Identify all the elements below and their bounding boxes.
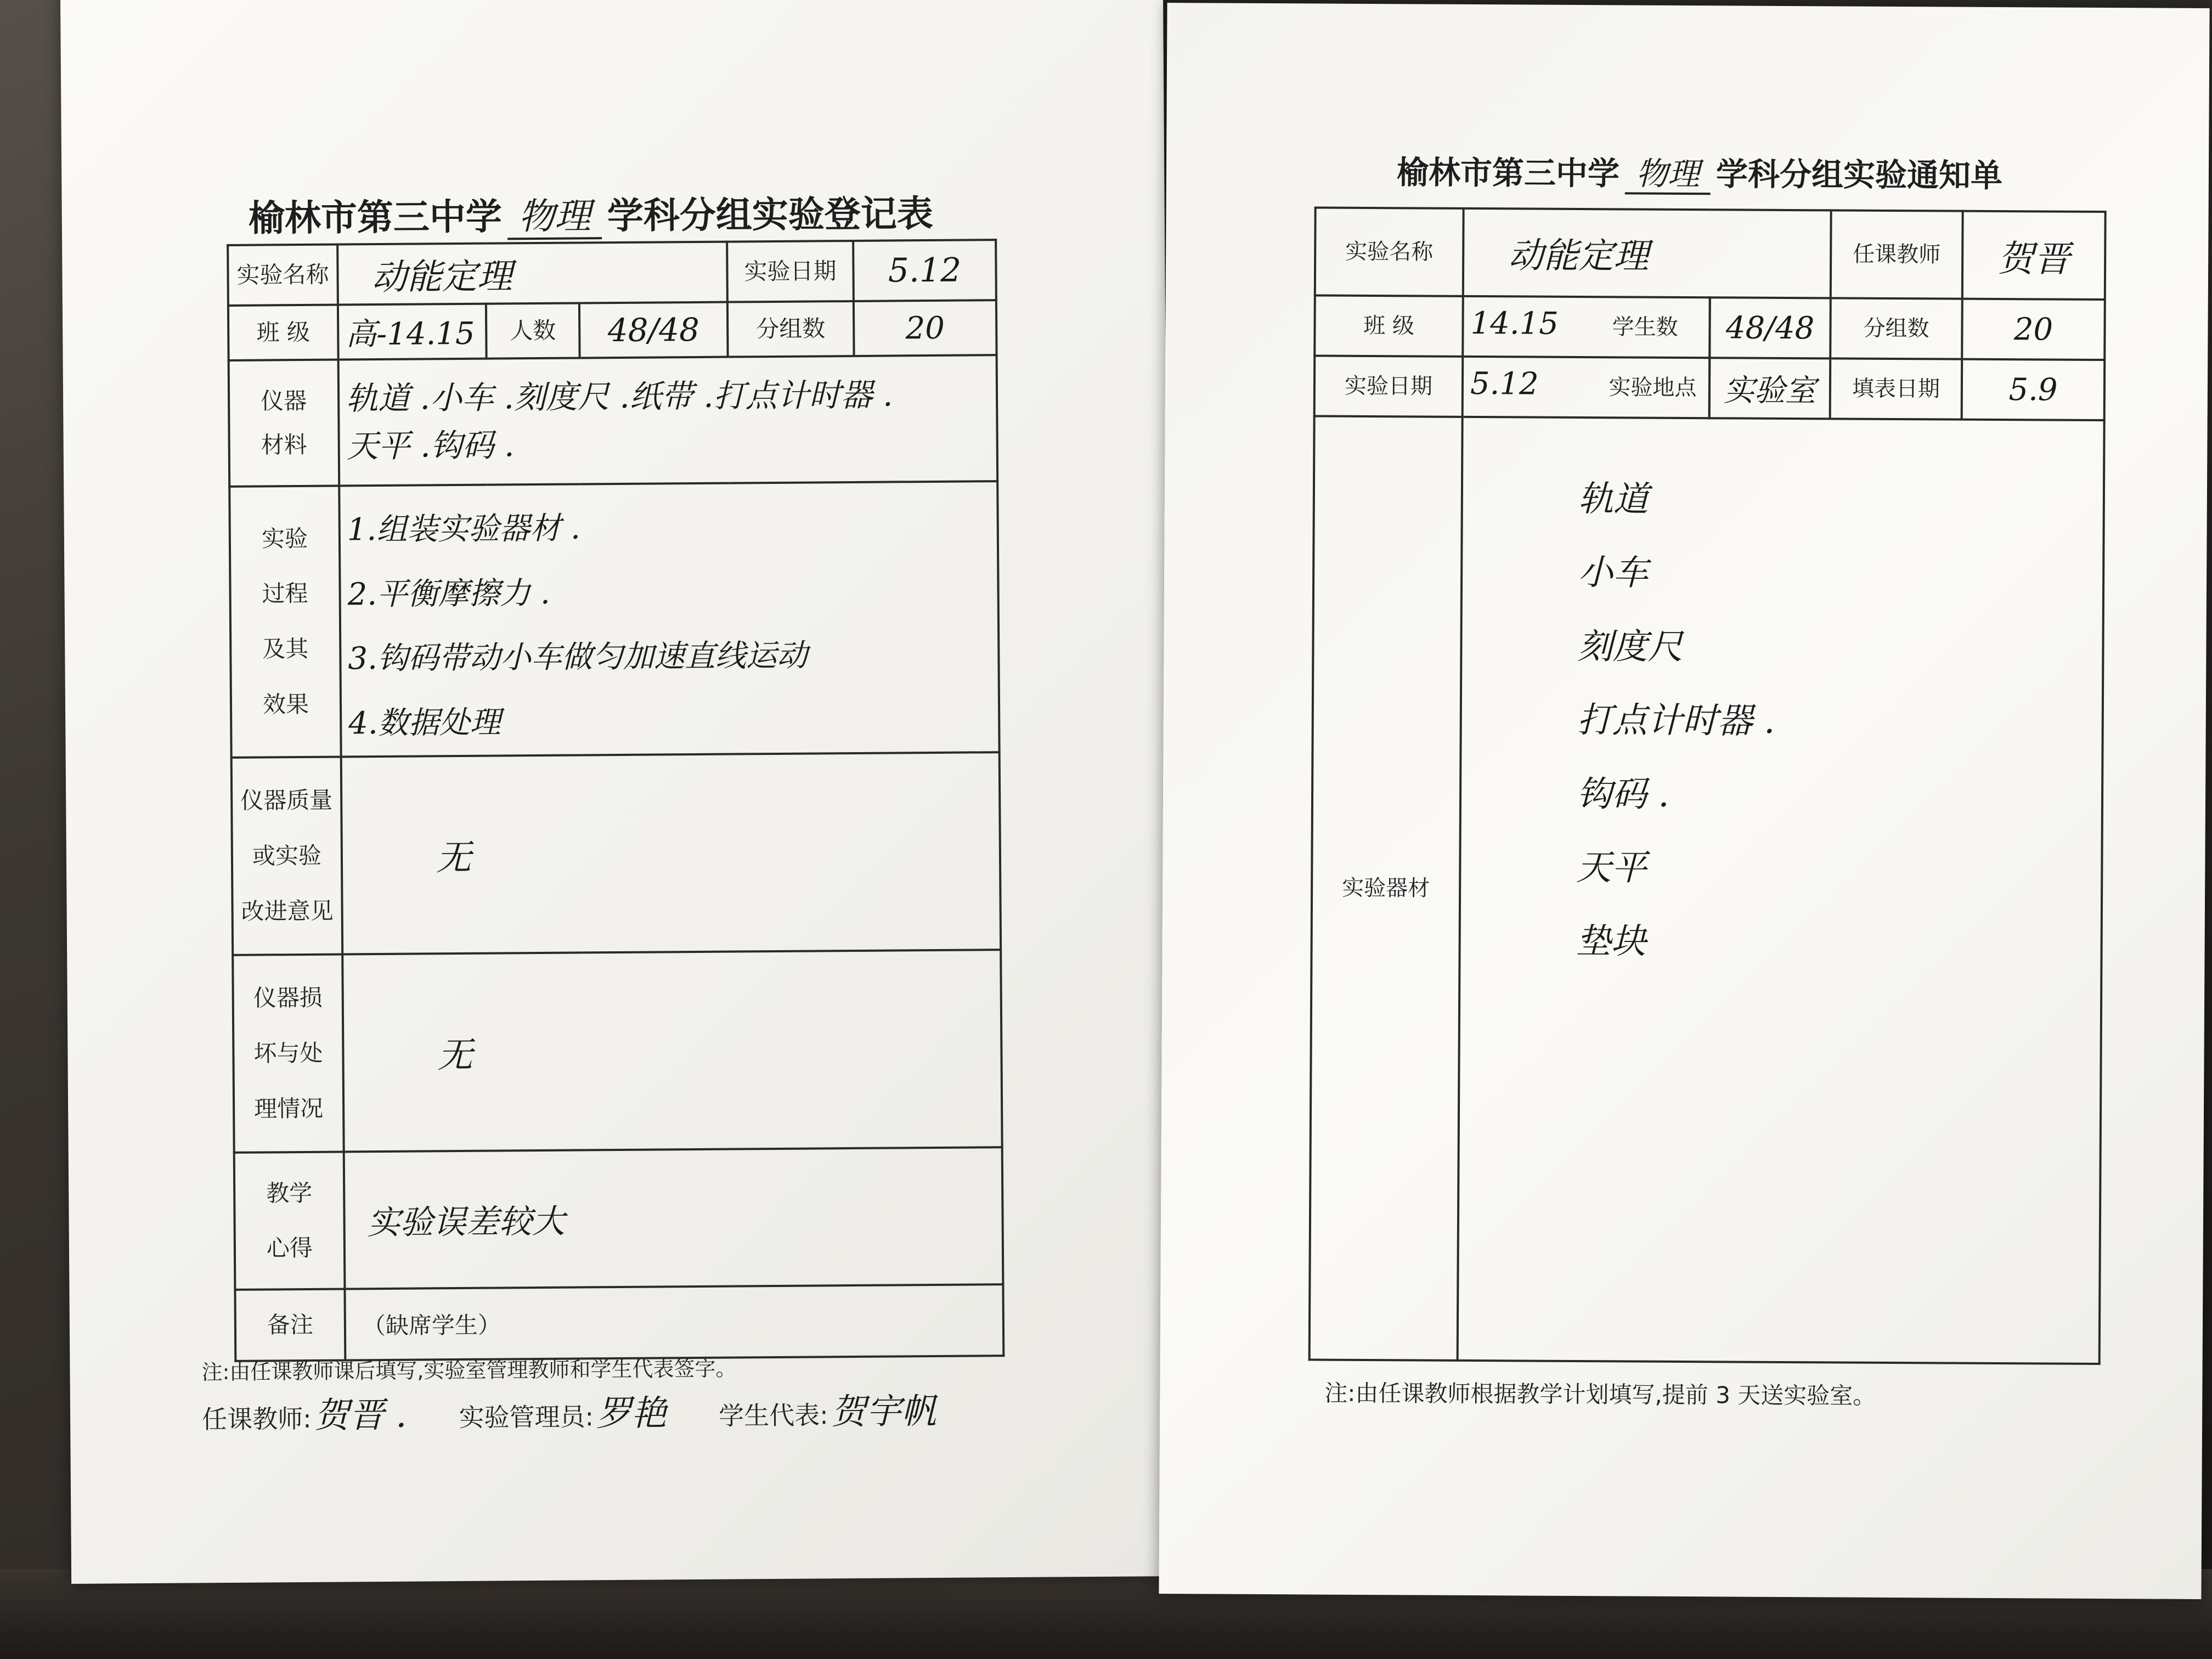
material-item-2: 小车 [1577, 552, 1649, 594]
notice-row-date [1314, 356, 2105, 420]
label-group-count: 分组数 [727, 301, 854, 357]
notice-label-experiment-date: 实验日期 [1314, 356, 1463, 416]
label-experiment-date: 实验日期 [727, 241, 854, 302]
value-quality: 无 [341, 753, 1001, 955]
label-teaching [234, 1152, 345, 1290]
equipment-line1: 轨道 .小车 .刻度尺 .纸带 .打点计时器 . [346, 376, 893, 417]
label-quality [232, 757, 343, 955]
notice-title-form-name: 学科分组实验通知单 [1716, 155, 2003, 195]
value-experiment-date: 5.12 [853, 240, 996, 301]
notice-value-experiment-date [1463, 357, 1710, 418]
label-process-line4: 效果 [262, 690, 309, 718]
label-equipment-line2: 材料 [261, 431, 307, 459]
label-quality-line1: 仪器质量 [240, 786, 333, 814]
teacher-signature: 贺晋 . [314, 1395, 407, 1436]
equipment-line2: 天平 .钩码 . [346, 426, 515, 465]
admin-signature-label: 实验管理员: [459, 1402, 594, 1433]
value-group-count: 20 [854, 300, 997, 356]
material-item-3: 刻度尺 [1577, 626, 1683, 668]
notice-label-location: 实验地点 [1609, 375, 1697, 401]
label-class: 班 级 [228, 305, 338, 360]
label-quality-line2: 或实验 [252, 842, 322, 870]
title-school: 榆林市第三中学 [248, 195, 503, 240]
label-process-line2: 过程 [262, 580, 308, 607]
process-step-1: 1.组装实验器材 . [347, 510, 581, 548]
row-teaching [234, 1147, 1003, 1290]
notice-label-fill-date: 填表日期 [1830, 358, 1962, 419]
process-step-4: 4.数据处理 [348, 704, 501, 742]
label-experiment-name: 实验名称 [228, 245, 338, 306]
label-teaching-line2: 心得 [266, 1234, 313, 1262]
process-step-2: 2.平衡摩擦力 . [347, 575, 550, 613]
value-process [339, 481, 999, 757]
notice-row-class [1314, 295, 2105, 360]
material-item-4: 打点计时器 . [1577, 700, 1775, 742]
registration-form-sheet [60, 0, 1174, 1584]
material-item-5: 钩码 . [1576, 774, 1669, 815]
notice-date-value: 5.12 [1470, 365, 1539, 402]
value-experiment-name: 动能定理 [337, 242, 727, 305]
label-damage-line3: 理情况 [253, 1094, 324, 1122]
row-equipment [229, 355, 998, 487]
title-form-name: 学科分组实验登记表 [607, 191, 934, 238]
notice-row-materials [1310, 416, 2104, 1364]
row-name-date [228, 240, 996, 306]
label-teaching-line1: 教学 [266, 1179, 313, 1207]
label-equipment-line1: 仪器 [260, 387, 307, 415]
registration-table [227, 239, 1005, 1362]
notice-title-subject: 物理 [1625, 155, 1711, 195]
teacher-signature-label: 任课教师: [201, 1403, 312, 1435]
registration-note: 注:由任课教师课后填写,实验室管理教师和学生代表签字。 [201, 1356, 737, 1385]
notice-value-experiment-name: 动能定理 [1463, 208, 1831, 298]
admin-signature: 罗艳 [596, 1393, 667, 1435]
notice-form-sheet [1159, 3, 2209, 1599]
label-process [229, 486, 341, 758]
notice-label-student-count: 学生数 [1612, 314, 1678, 340]
notice-value-location: 实验室 [1709, 358, 1831, 419]
value-remarks: （缺席学生） [345, 1284, 1003, 1360]
notice-value-materials [1458, 417, 2104, 1364]
notice-label-teacher: 任课教师 [1831, 210, 1963, 298]
process-step-3: 3.钩码带动小车做匀加速直线运动 [348, 637, 808, 677]
notice-title-school: 榆林市第三中学 [1396, 154, 1620, 193]
material-item-6: 天平 [1576, 847, 1647, 889]
label-quality-line3: 改进意见 [241, 897, 334, 925]
label-headcount: 人数 [486, 303, 580, 358]
notice-value-fill-date: 5.9 [1962, 359, 2105, 420]
notice-value-group-count: 20 [1962, 299, 2105, 360]
material-item-7: 垫块 [1576, 921, 1646, 962]
value-equipment [338, 355, 998, 486]
value-class: 高-14.15 [338, 304, 487, 360]
value-headcount: 48/48 [579, 302, 728, 358]
notice-class-number: 14.15 [1470, 305, 1559, 342]
notice-form-title [1397, 146, 2002, 196]
notice-value-class [1463, 296, 1710, 358]
notice-row-name [1315, 207, 2106, 300]
row-quality [232, 753, 1001, 956]
student-signature: 贺宇帆 [831, 1391, 936, 1433]
label-damage [233, 955, 344, 1153]
row-class [228, 300, 997, 360]
label-process-line1: 实验 [261, 524, 308, 552]
notice-value-teacher: 贺晋 [1962, 211, 2106, 300]
label-remarks: 备注 [235, 1289, 345, 1361]
row-process [229, 481, 999, 758]
notice-value-student-count: 48/48 [1709, 297, 1831, 358]
student-signature-label: 学生代表: [718, 1400, 828, 1431]
label-equipment [229, 360, 340, 487]
value-teaching: 实验误差较大 [344, 1147, 1003, 1289]
notice-note: 注:由任课教师根据教学计划填写,提前 3 天送实验室。 [1324, 1379, 1876, 1409]
row-damage [233, 950, 1002, 1153]
value-damage: 无 [342, 950, 1002, 1152]
registration-form-title [248, 184, 933, 241]
notice-label-materials: 实验器材 [1310, 416, 1463, 1360]
notice-table [1308, 206, 2107, 1365]
signature-row [202, 1383, 986, 1438]
notice-label-group-count: 分组数 [1830, 298, 1962, 359]
title-subject: 物理 [507, 195, 602, 240]
label-process-line3: 及其 [262, 635, 309, 663]
label-damage-line2: 坏与处 [253, 1039, 323, 1067]
row-remarks [235, 1284, 1003, 1361]
material-item-1: 轨道 [1578, 478, 1649, 520]
notice-label-class: 班 级 [1314, 295, 1463, 356]
label-damage-line1: 仪器损 [253, 984, 323, 1012]
notice-label-experiment-name: 实验名称 [1315, 207, 1464, 296]
